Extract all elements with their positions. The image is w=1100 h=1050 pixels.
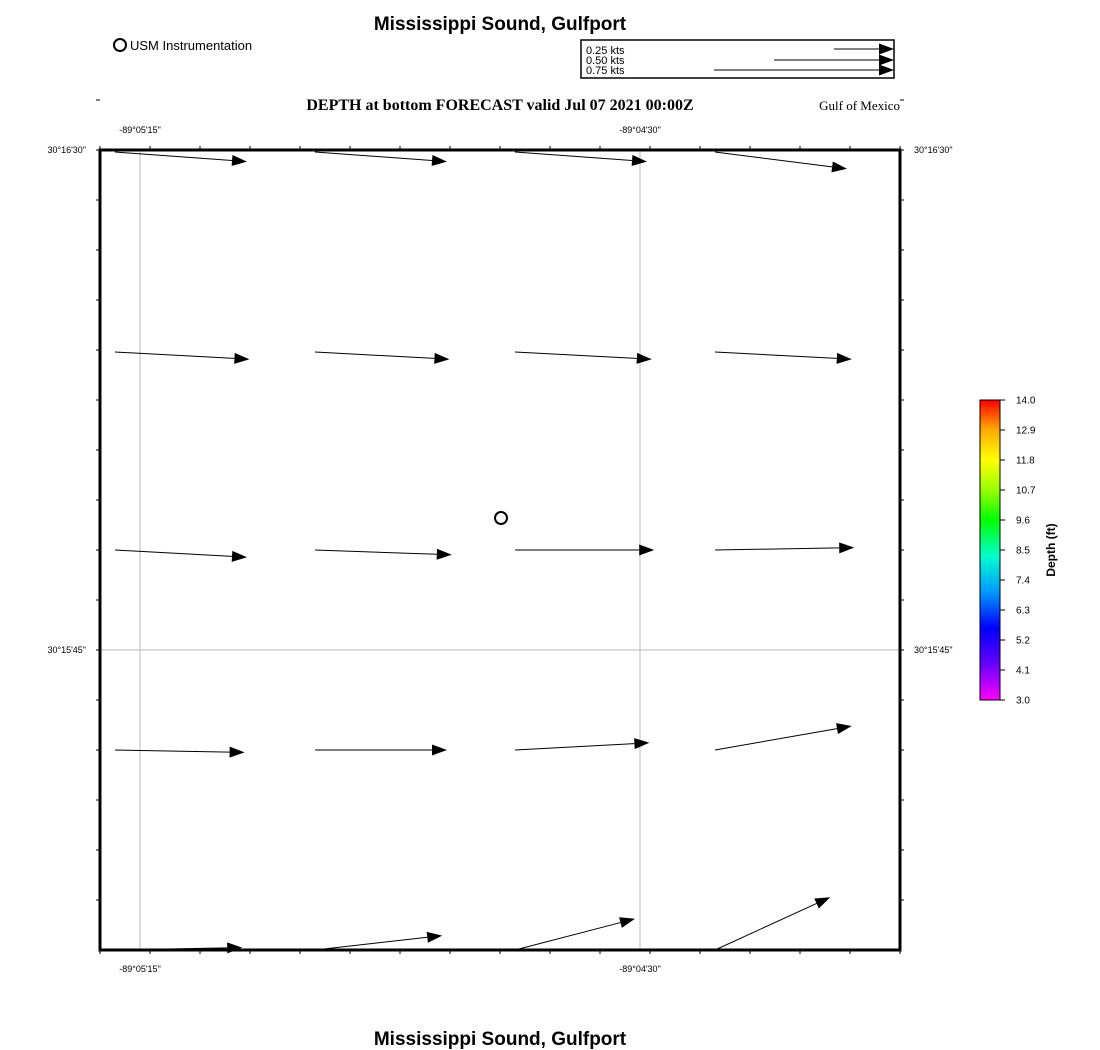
- footer-title: Mississippi Sound, Gulfport: [373, 1029, 627, 1050]
- lon-label-top-2: -89°04'30": [619, 125, 661, 135]
- lon-label-bottom-2: -89°04'30": [619, 964, 661, 974]
- colorbar-tick-label: 8.5: [1016, 545, 1030, 557]
- colorbar-tick-label: 10.7: [1016, 485, 1036, 497]
- colorbar-tick-label: 14.0: [1016, 395, 1036, 407]
- colorbar-tick-label: 12.9: [1016, 425, 1036, 437]
- lon-label-bottom-1: -89°05'15": [119, 964, 161, 974]
- lat-label-right-2: 30°15'45": [914, 645, 953, 655]
- map-background: [100, 150, 900, 950]
- lat-label-left-2: 30°15'45": [47, 645, 86, 655]
- station-legend-circle-icon: [114, 39, 126, 51]
- forecast-title: DEPTH at bottom FORECAST valid Jul 07 2021 00:00Z: [306, 97, 694, 114]
- vector-scale-label-3: 0.75 kts: [586, 65, 625, 77]
- vector-scale-label-1: 0.25 kts: [586, 45, 625, 57]
- vector-scale-frame: [581, 40, 894, 78]
- depth-colorbar: [980, 396, 1058, 707]
- map-panel: [96, 100, 904, 954]
- page-title: Mississippi Sound, Gulfport: [373, 14, 627, 35]
- legend-station: [114, 38, 252, 53]
- colorbar-tick-label: 9.6: [1016, 515, 1030, 527]
- colorbar-label: Depth (ft): [1044, 523, 1058, 577]
- lat-label-right-1: 30°16'30": [914, 145, 953, 155]
- colorbar-gradient: [980, 400, 1000, 700]
- legend-station-label: USM Instrumentation: [130, 38, 253, 53]
- colorbar-tick-label: 4.1: [1016, 665, 1030, 677]
- colorbar-tick-label: 5.2: [1016, 635, 1030, 647]
- lat-label-left-1: 30°16'30": [47, 145, 86, 155]
- colorbar-tick-label: 7.4: [1016, 575, 1030, 587]
- region-label: Gulf of Mexico: [819, 98, 900, 113]
- lon-label-top-1: -89°05'15": [119, 125, 161, 135]
- colorbar-tick-label: 3.0: [1016, 695, 1030, 707]
- colorbar-tick-label: 11.8: [1016, 455, 1035, 467]
- vector-scale-legend: [581, 40, 894, 78]
- colorbar-tick-label: 6.3: [1016, 605, 1030, 617]
- vector-scale-label-2: 0.50 kts: [586, 55, 625, 67]
